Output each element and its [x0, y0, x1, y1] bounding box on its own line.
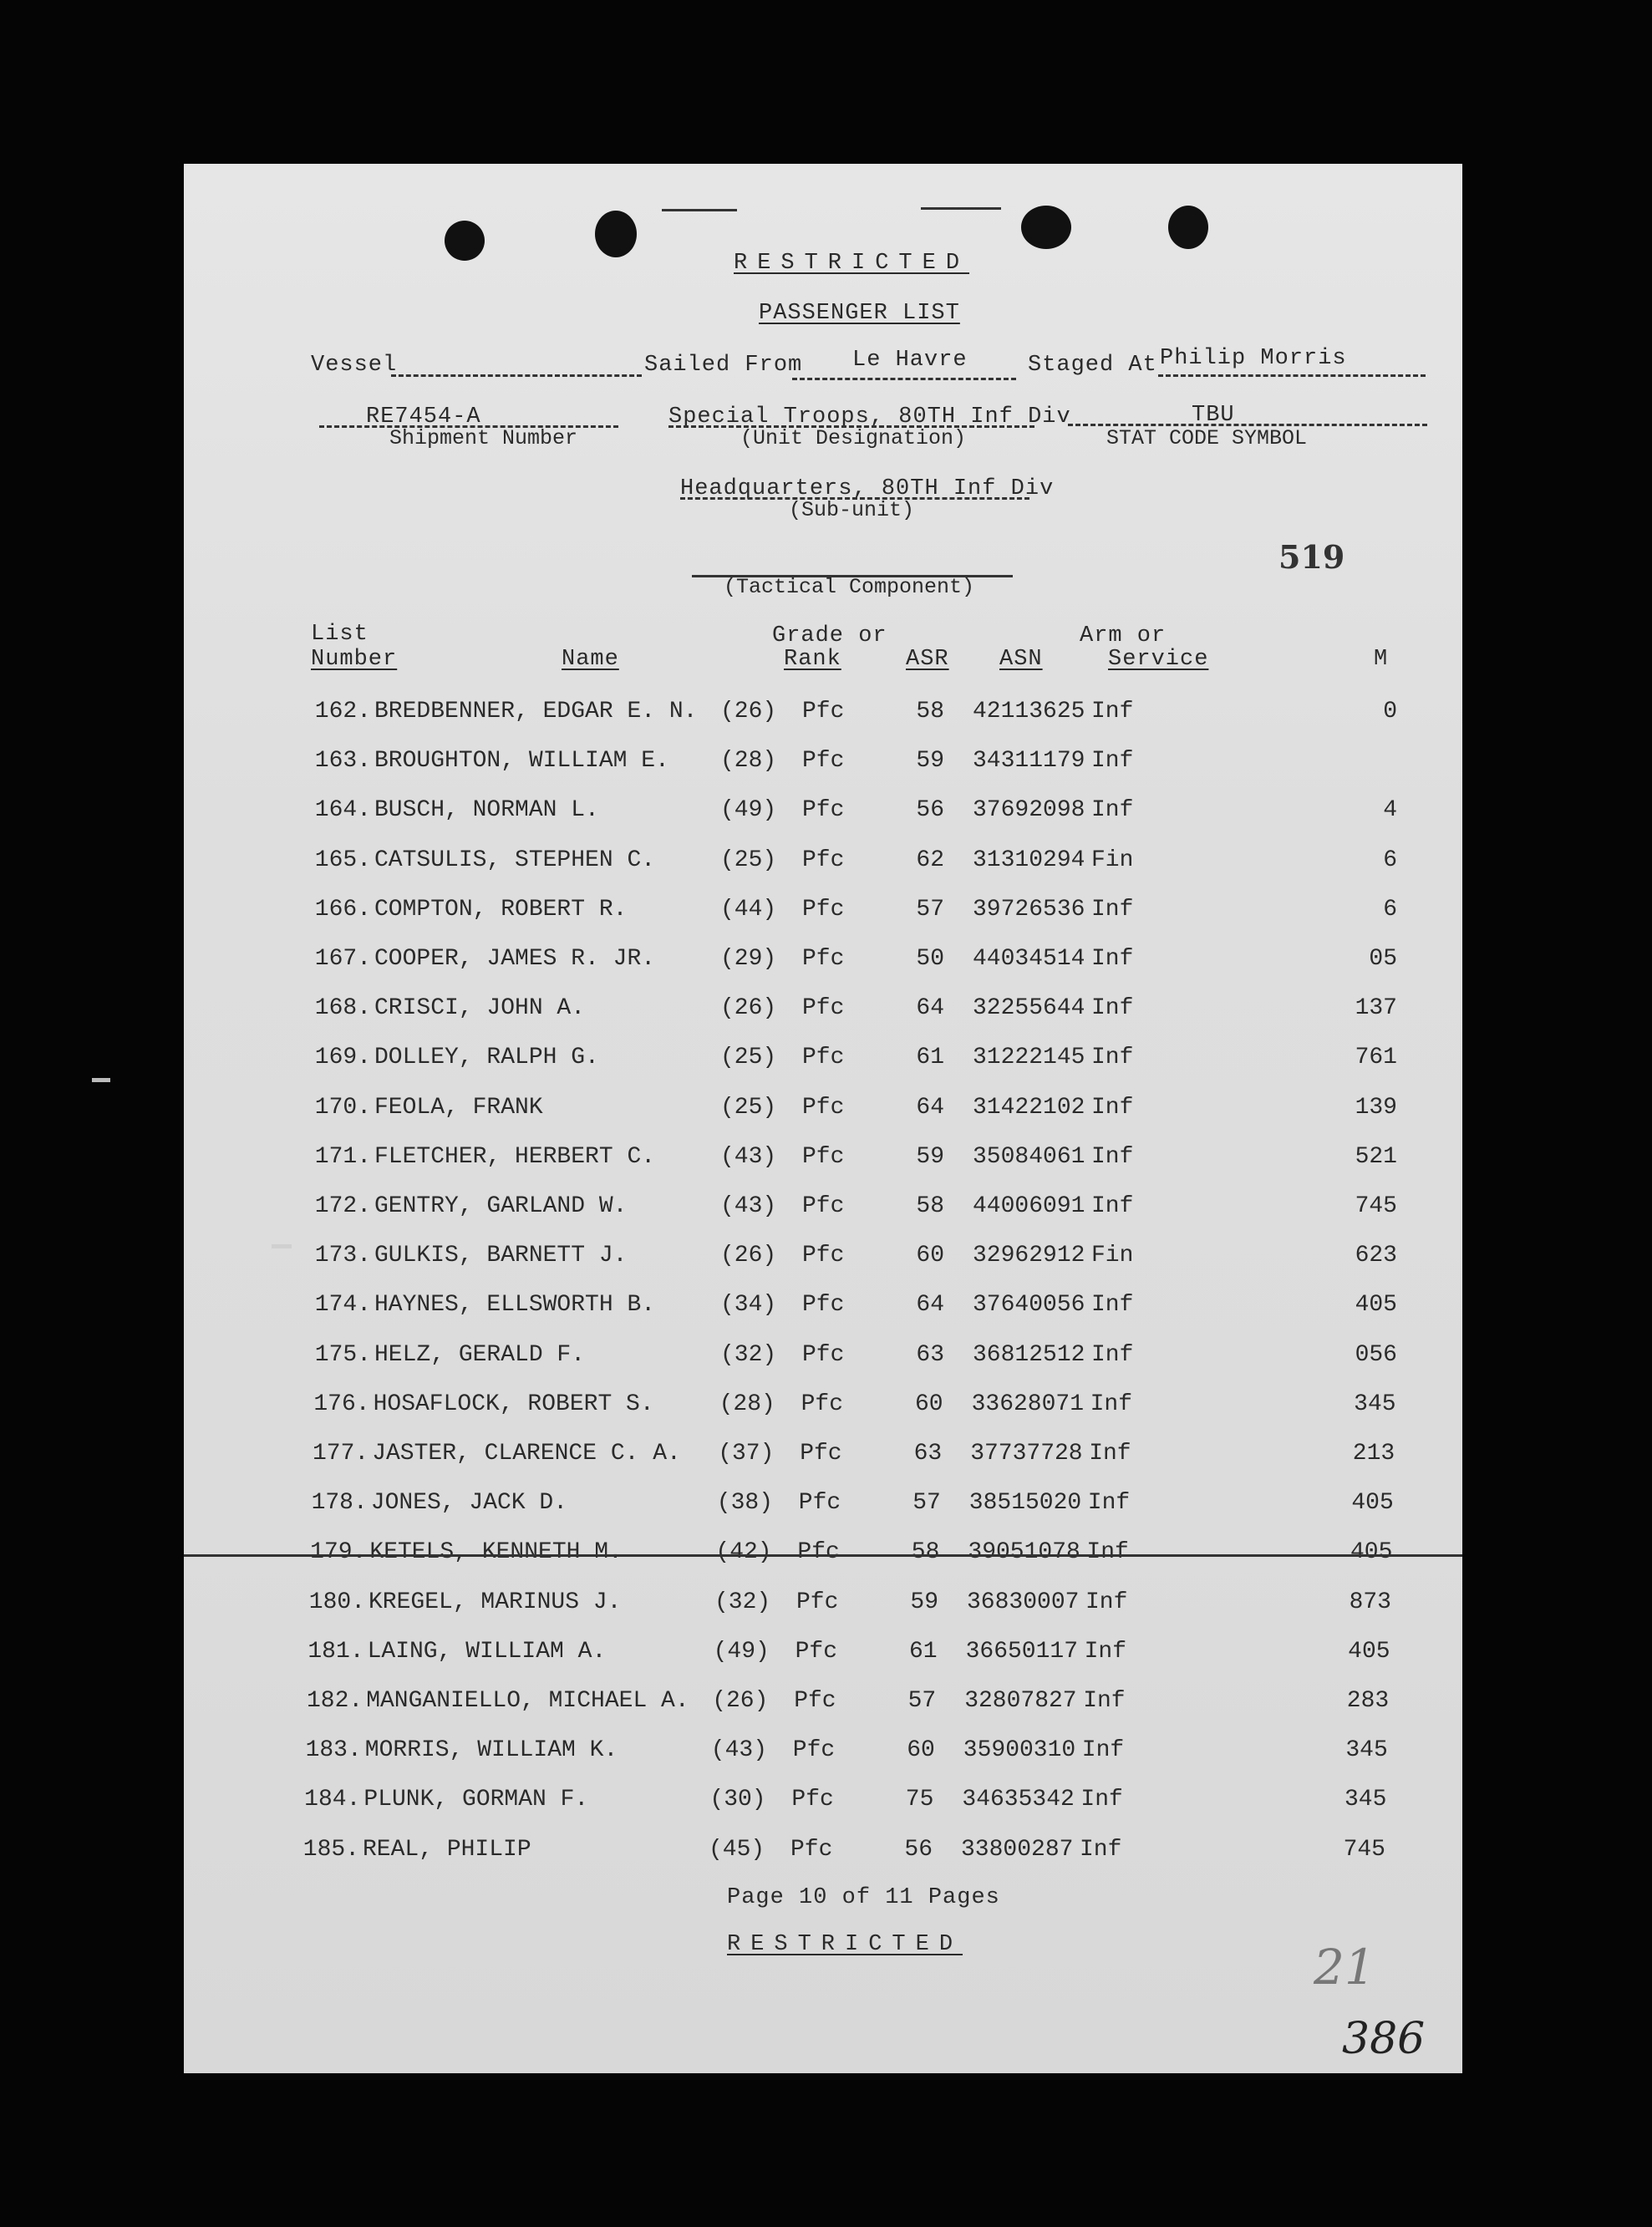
row-asr: 64 [916, 1094, 944, 1121]
row-arm: Inf [1085, 1589, 1128, 1615]
row-list-number: 169. [314, 1045, 371, 1071]
staged-at-value: Philip Morris [1160, 346, 1347, 371]
row-grade: Pfc [802, 1094, 845, 1121]
row-asn: 35900310 [963, 1737, 1076, 1764]
row-asn: 37640056 [973, 1292, 1085, 1319]
col-name: Name [562, 647, 619, 672]
row-age: (45) [709, 1836, 765, 1863]
row-code: 6 [1383, 847, 1397, 873]
row-asr: 75 [905, 1787, 934, 1813]
row-list-number: 163. [314, 748, 371, 775]
row-age: (28) [720, 748, 777, 775]
row-name: COMPTON, ROBERT R. [374, 896, 628, 923]
punch-hole-3 [1021, 206, 1071, 249]
row-arm: Inf [1091, 1341, 1134, 1368]
row-grade: Pfc [792, 1737, 836, 1764]
row-age: (37) [718, 1441, 775, 1467]
row-list-number: 165. [314, 847, 371, 873]
row-asn: 31422102 [973, 1094, 1085, 1121]
row-name: LAING, WILLIAM A. [367, 1638, 607, 1665]
row-asn: 36830007 [967, 1589, 1080, 1615]
row-asn: 34311179 [973, 748, 1085, 775]
vessel-label: Vessel [311, 353, 398, 378]
row-grade: Pfc [802, 1243, 845, 1269]
row-list-number: 177. [312, 1441, 369, 1467]
classification-footer: RESTRICTED [727, 1932, 963, 1957]
row-age: (26) [720, 1243, 777, 1269]
row-asn: 37692098 [973, 797, 1085, 824]
row-list-number: 184. [304, 1787, 361, 1813]
row-age: (25) [720, 847, 777, 873]
row-grade: Pfc [802, 1341, 845, 1368]
row-asn: 31310294 [973, 847, 1085, 873]
row-code: 05 [1369, 946, 1397, 972]
row-list-number: 176. [313, 1391, 370, 1417]
row-grade: Pfc [791, 1787, 834, 1813]
row-name: DOLLEY, RALPH G. [374, 1045, 599, 1071]
row-list-number: 167. [314, 946, 371, 972]
row-list-number: 181. [308, 1638, 364, 1665]
row-list-number: 172. [314, 1193, 371, 1219]
row-arm: Inf [1091, 748, 1134, 775]
row-grade: Pfc [794, 1688, 836, 1714]
row-grade: Pfc [795, 1638, 838, 1665]
row-list-number: 171. [314, 1143, 371, 1170]
row-grade: Pfc [802, 797, 845, 824]
row-code: 137 [1355, 995, 1397, 1022]
page-number: Page 10 of 11 Pages [727, 1885, 1000, 1910]
subunit-label: (Sub-unit) [789, 498, 915, 522]
row-asn: 36812512 [973, 1341, 1085, 1368]
row-arm: Inf [1086, 1539, 1129, 1566]
col-arm-1: Arm or [1080, 623, 1167, 648]
row-code: 761 [1355, 1045, 1397, 1071]
row-grade: Pfc [801, 1391, 844, 1417]
row-list-number: 175. [314, 1341, 371, 1368]
row-arm: Inf [1091, 1045, 1134, 1071]
row-asn: 31222145 [973, 1045, 1085, 1071]
row-grade: Pfc [796, 1589, 839, 1615]
tactical-label: (Tactical Component) [724, 575, 975, 599]
row-grade: Pfc [802, 946, 845, 972]
row-asr: 62 [916, 847, 944, 873]
row-code: 345 [1344, 1787, 1387, 1813]
row-arm: Inf [1087, 1490, 1131, 1517]
row-age: (44) [720, 896, 777, 923]
row-name: GENTRY, GARLAND W. [374, 1193, 628, 1219]
row-code: 405 [1350, 1539, 1393, 1566]
staged-at-label: Staged At [1028, 353, 1157, 378]
row-code: 283 [1346, 1688, 1390, 1714]
row-age: (38) [716, 1490, 774, 1517]
row-asr: 63 [913, 1441, 943, 1467]
row-arm: Inf [1083, 1688, 1126, 1714]
top-mark-2 [921, 207, 1001, 210]
row-list-number: 182. [306, 1688, 363, 1714]
row-name: BUSCH, NORMAN L. [374, 797, 599, 824]
row-code: 405 [1348, 1638, 1390, 1665]
row-name: GULKIS, BARNETT J. [374, 1243, 628, 1269]
col-list-number-1: List [311, 622, 369, 647]
edge-mark [272, 1244, 292, 1248]
row-asn: 36650117 [965, 1638, 1079, 1665]
row-list-number: 180. [308, 1589, 365, 1615]
row-code: 745 [1355, 1193, 1397, 1219]
unit-label: (Unit Designation) [740, 426, 967, 450]
handwritten-note-1: 21 [1314, 1939, 1375, 1996]
row-arm: Fin [1091, 1243, 1134, 1269]
row-code: 745 [1343, 1836, 1385, 1863]
row-code: 405 [1351, 1490, 1394, 1517]
row-grade: Pfc [790, 1836, 833, 1863]
row-age: (49) [713, 1638, 770, 1665]
row-arm: Inf [1091, 1094, 1134, 1121]
row-grade: Pfc [800, 1441, 842, 1467]
shipment-number-value: RE7454-A [366, 404, 481, 430]
row-asn: 33628071 [971, 1391, 1085, 1417]
row-asn: 39726536 [973, 896, 1085, 923]
row-asr: 57 [907, 1688, 937, 1714]
row-list-number: 179. [310, 1539, 367, 1566]
top-mark-1 [662, 209, 737, 211]
row-arm: Inf [1091, 797, 1134, 824]
row-asn: 38515020 [968, 1490, 1082, 1517]
row-asn: 37737728 [970, 1441, 1083, 1467]
subunit-value: Headquarters, 80TH Inf Div [680, 476, 1055, 501]
row-list-number: 173. [314, 1243, 371, 1269]
row-name: FLETCHER, HERBERT C. [374, 1143, 656, 1170]
row-asr: 64 [916, 1292, 944, 1319]
row-asr: 63 [916, 1341, 944, 1368]
row-arm: Inf [1090, 1391, 1133, 1417]
row-grade: Pfc [802, 699, 845, 725]
shipment-number-label: Shipment Number [389, 426, 578, 450]
row-asr: 60 [907, 1737, 935, 1764]
row-name: HOSAFLOCK, ROBERT S. [373, 1391, 654, 1417]
row-asr: 57 [912, 1490, 941, 1517]
stat-code-label: STAT CODE SYMBOL [1106, 426, 1308, 450]
row-code: 139 [1355, 1094, 1397, 1121]
vessel-line [391, 374, 642, 377]
row-age: (26) [712, 1688, 769, 1714]
row-code: 521 [1355, 1143, 1397, 1170]
row-arm: Inf [1091, 995, 1134, 1022]
col-asr: ASR [906, 647, 949, 672]
row-asr: 56 [916, 797, 944, 824]
stat-code-value: TBU [1192, 403, 1235, 428]
classification-header: RESTRICTED [734, 251, 970, 276]
row-asr: 58 [911, 1539, 940, 1566]
row-asn: 34635342 [962, 1787, 1075, 1813]
row-grade: Pfc [802, 847, 845, 873]
row-age: (28) [719, 1391, 775, 1417]
row-name: BROUGHTON, WILLIAM E. [374, 748, 669, 775]
row-code: 623 [1355, 1243, 1397, 1269]
row-age: (32) [720, 1341, 777, 1368]
col-grade-1: Grade or [772, 623, 887, 648]
row-age: (26) [720, 699, 777, 725]
margin-mark [92, 1078, 110, 1082]
row-asn: 32807827 [964, 1688, 1077, 1714]
row-code: 213 [1352, 1441, 1395, 1467]
row-age: (43) [710, 1737, 768, 1764]
row-asn: 33800287 [961, 1836, 1074, 1863]
row-list-number: 166. [314, 896, 371, 923]
row-grade: Pfc [802, 1143, 845, 1170]
row-arm: Inf [1091, 1292, 1134, 1319]
row-asr: 61 [916, 1045, 944, 1071]
row-age: (34) [720, 1292, 777, 1319]
row-arm: Inf [1089, 1441, 1131, 1467]
row-arm: Inf [1091, 1193, 1134, 1219]
row-grade: Pfc [797, 1539, 840, 1566]
row-name: BREDBENNER, EDGAR E. N. [374, 699, 698, 725]
row-list-number: 170. [314, 1094, 371, 1121]
row-arm: Inf [1091, 946, 1134, 972]
row-age: (26) [720, 995, 777, 1022]
row-code: 873 [1349, 1589, 1391, 1615]
row-grade: Pfc [798, 1490, 841, 1517]
row-arm: Inf [1080, 1836, 1122, 1863]
row-asn: 42113625 [973, 699, 1085, 725]
unit-value: Special Troops, 80TH Inf Div [668, 404, 1071, 430]
row-grade: Pfc [802, 896, 845, 923]
row-list-number: 164. [314, 797, 371, 824]
col-grade-2: Rank [784, 647, 841, 672]
row-list-number: 162. [314, 699, 371, 725]
row-asr: 56 [904, 1836, 933, 1863]
row-name: REAL, PHILIP [363, 1836, 531, 1863]
row-age: (30) [709, 1787, 766, 1813]
row-age: (29) [720, 946, 777, 972]
row-arm: Fin [1091, 847, 1134, 873]
row-arm: Inf [1091, 896, 1134, 923]
row-list-number: 183. [305, 1737, 362, 1764]
row-name: HAYNES, ELLSWORTH B. [374, 1292, 656, 1319]
sailed-from-value: Le Havre [852, 348, 968, 373]
row-code: 345 [1354, 1391, 1396, 1417]
punch-hole-2 [595, 211, 637, 257]
row-grade: Pfc [802, 1193, 845, 1219]
handwritten-note-2: 386 [1342, 2014, 1426, 2064]
row-arm: Inf [1091, 699, 1134, 725]
row-asr: 57 [916, 896, 944, 923]
row-list-number: 185. [302, 1836, 359, 1863]
row-name: HELZ, GERALD F. [374, 1341, 586, 1368]
row-name: PLUNK, GORMAN F. [363, 1787, 589, 1813]
row-name: KREGEL, MARINUS J. [369, 1589, 622, 1615]
row-name: MORRIS, WILLIAM K. [364, 1737, 618, 1764]
sailed-from-label: Sailed From [644, 353, 803, 378]
row-code: 4 [1383, 797, 1397, 824]
row-name: COOPER, JAMES R. JR. [374, 946, 656, 972]
row-asr: 58 [916, 699, 944, 725]
row-name: JONES, JACK D. [370, 1490, 568, 1517]
row-age: (32) [714, 1589, 771, 1615]
row-asn: 32255644 [973, 995, 1085, 1022]
row-asr: 59 [916, 1143, 944, 1170]
row-grade: Pfc [802, 1292, 845, 1319]
row-code: 056 [1355, 1341, 1397, 1368]
col-arm-2: Service [1108, 647, 1209, 672]
list-title: PASSENGER LIST [759, 301, 960, 326]
punch-hole-4 [1168, 206, 1208, 249]
row-asr: 64 [916, 995, 944, 1022]
row-asr: 61 [908, 1638, 938, 1665]
col-asn: ASN [999, 647, 1043, 672]
row-name: CATSULIS, STEPHEN C. [374, 847, 656, 873]
row-grade: Pfc [802, 995, 845, 1022]
row-arm: Inf [1084, 1638, 1127, 1665]
row-age: (25) [720, 1045, 777, 1071]
row-asn: 32962912 [973, 1243, 1085, 1269]
row-arm: Inf [1091, 1143, 1134, 1170]
row-list-number: 178. [311, 1490, 368, 1517]
row-name: KETELS, KENNETH M. [369, 1539, 623, 1566]
row-grade: Pfc [802, 1045, 845, 1071]
row-asr: 50 [916, 946, 944, 972]
row-name: JASTER, CLARENCE C. A. [372, 1441, 681, 1467]
row-asr: 60 [916, 1243, 944, 1269]
row-asn: 39051078 [968, 1539, 1080, 1566]
document-page [184, 164, 1462, 2073]
row-asr: 59 [910, 1589, 938, 1615]
row-age: (25) [720, 1094, 777, 1121]
row-arm: Inf [1081, 1737, 1125, 1764]
row-list-number: 168. [314, 995, 371, 1022]
row-code: 6 [1383, 896, 1397, 923]
punch-hole-1 [445, 221, 485, 261]
sailed-from-line [792, 378, 1016, 380]
col-list-number-2: Number [311, 647, 398, 672]
row-name: CRISCI, JOHN A. [374, 995, 586, 1022]
row-name: MANGANIELLO, MICHAEL A. [366, 1688, 689, 1714]
row-asn: 44006091 [973, 1193, 1085, 1219]
row-list-number: 174. [314, 1292, 371, 1319]
row-asr: 58 [916, 1193, 944, 1219]
row-code: 405 [1355, 1292, 1397, 1319]
row-asr: 59 [916, 748, 944, 775]
stamp-number: 519 [1278, 538, 1345, 576]
row-name: FEOLA, FRANK [374, 1094, 543, 1121]
row-age: (49) [720, 797, 777, 824]
row-asn: 35084061 [973, 1143, 1085, 1170]
row-asr: 60 [914, 1391, 943, 1417]
staged-at-line [1158, 374, 1426, 377]
row-age: (42) [715, 1539, 772, 1566]
row-code: 345 [1345, 1737, 1388, 1764]
row-asn: 44034514 [973, 946, 1085, 972]
row-code: 0 [1383, 699, 1397, 725]
col-last: M [1374, 647, 1389, 672]
row-age: (43) [720, 1143, 777, 1170]
row-age: (43) [720, 1193, 777, 1219]
row-arm: Inf [1080, 1787, 1123, 1813]
strike-through-line [184, 1554, 1462, 1557]
row-grade: Pfc [802, 748, 845, 775]
